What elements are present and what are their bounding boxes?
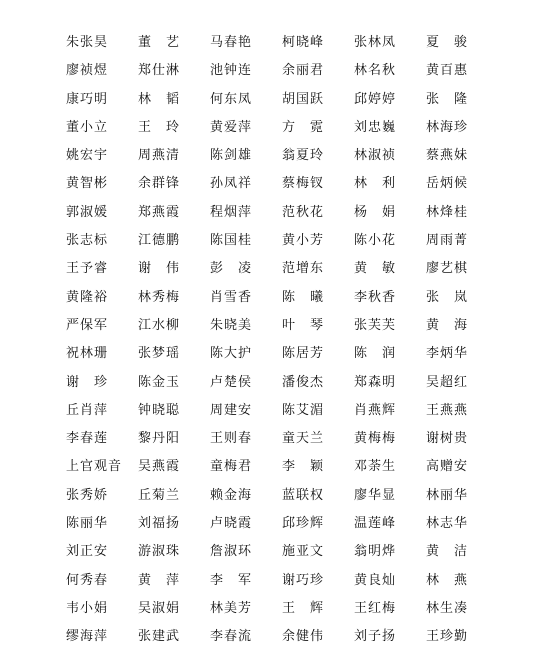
name-entry: 陈金玉 <box>138 374 181 390</box>
name-entry: 王 辉 <box>282 600 325 616</box>
name-entry: 方 霓 <box>282 119 325 135</box>
name-entry: 王予睿 <box>66 261 109 277</box>
name-entry: 谢 珍 <box>66 374 109 390</box>
name-entry: 陈剑雄 <box>210 148 253 164</box>
name-entry: 叶 琴 <box>282 317 325 333</box>
name-entry: 马春艳 <box>210 35 253 50</box>
name-entry: 吴淑娟 <box>138 600 181 616</box>
name-entry: 彭 凌 <box>210 261 253 277</box>
name-entry: 郭淑媛 <box>66 204 109 220</box>
name-entry: 张梦瑶 <box>138 346 181 362</box>
name-entry: 姚宏宇 <box>66 148 109 164</box>
name-entry: 李 颖 <box>282 459 325 475</box>
name-entry: 童天兰 <box>282 431 325 447</box>
name-entry: 赖金海 <box>210 487 253 503</box>
name-entry: 范增东 <box>282 261 325 277</box>
name-entry: 周建安 <box>210 402 253 418</box>
name-entry: 廖艺棋 <box>426 261 469 277</box>
name-entry: 李炳华 <box>426 346 469 362</box>
name-entry: 黄小芳 <box>282 233 325 249</box>
name-entry: 翁夏玲 <box>282 148 325 164</box>
name-entry: 吴燕霞 <box>138 459 181 475</box>
name-entry: 黄爱萍 <box>210 119 253 135</box>
name-entry: 祝林珊 <box>66 346 109 362</box>
name-entry: 董 艺 <box>138 35 181 50</box>
name-entry: 林淑祯 <box>354 148 397 164</box>
name-entry: 江德鹏 <box>138 233 181 249</box>
name-entry: 廖祯煜 <box>66 63 109 79</box>
name-entry: 王红梅 <box>354 600 397 616</box>
name-entry: 王珍勤 <box>426 629 469 645</box>
name-entry: 江水柳 <box>138 317 181 333</box>
name-entry: 陈小花 <box>354 233 397 249</box>
name-entry: 林 韬 <box>138 91 181 107</box>
name-entry: 余健伟 <box>282 629 325 645</box>
name-entry: 王 玲 <box>138 119 181 135</box>
name-entry: 王燕燕 <box>426 402 469 418</box>
name-entry: 夏 骏 <box>426 35 469 50</box>
name-entry: 施亚文 <box>282 544 325 560</box>
name-entry: 肖雪香 <box>210 289 253 305</box>
name-entry: 翁明烨 <box>354 544 397 560</box>
name-entry: 郑仕淋 <box>138 63 181 79</box>
name-entry: 岳炳候 <box>426 176 469 192</box>
name-entry: 潘俊杰 <box>282 374 325 390</box>
name-entry: 陈艾湄 <box>282 402 325 418</box>
name-entry: 张 岚 <box>426 289 469 305</box>
name-entry: 谢巧珍 <box>282 572 325 588</box>
name-entry: 林丽华 <box>426 487 469 503</box>
name-entry: 张建武 <box>138 629 181 645</box>
name-entry: 张 隆 <box>426 91 469 107</box>
name-entry: 黎丹阳 <box>138 431 181 447</box>
name-entry: 林 利 <box>354 176 397 192</box>
name-entry: 温莲峰 <box>354 516 397 532</box>
name-entry: 谢树贵 <box>426 431 469 447</box>
name-entry: 谢 伟 <box>138 261 181 277</box>
name-entry: 丘肖萍 <box>66 402 109 418</box>
name-entry: 李 军 <box>210 572 253 588</box>
name-entry: 陈 曦 <box>282 289 325 305</box>
name-entry: 黄百惠 <box>426 63 469 79</box>
name-entry: 张芙芙 <box>354 317 397 333</box>
name-entry: 程烟萍 <box>210 204 253 220</box>
name-entry: 余丽君 <box>282 63 325 79</box>
name-entry: 黄 萍 <box>138 572 181 588</box>
name-entry: 何东凤 <box>210 91 253 107</box>
name-entry: 刘忠巍 <box>354 119 397 135</box>
name-entry: 蔡梅钗 <box>282 176 325 192</box>
name-entry: 刘正安 <box>66 544 109 560</box>
name-entry: 张秀娇 <box>66 487 109 503</box>
name-entry: 吴超红 <box>426 374 469 390</box>
name-entry: 朱晓美 <box>210 317 253 333</box>
name-entry: 钟晓聪 <box>138 402 181 418</box>
name-entry: 陈国桂 <box>210 233 253 249</box>
name-entry: 童梅君 <box>210 459 253 475</box>
name-entry: 邓荼生 <box>354 459 397 475</box>
name-entry: 李春流 <box>210 629 253 645</box>
name-entry: 何秀春 <box>66 572 109 588</box>
name-entry: 张志标 <box>66 233 109 249</box>
name-entry: 廖华显 <box>354 487 397 503</box>
name-entry: 林烽桂 <box>426 204 469 220</box>
name-entry: 林海珍 <box>426 119 469 135</box>
name-entry: 邱珍辉 <box>282 516 325 532</box>
name-entry: 范秋花 <box>282 204 325 220</box>
name-entry: 上官观音 <box>66 459 123 475</box>
name-entry: 黄 洁 <box>426 544 469 560</box>
name-entry: 柯晓峰 <box>282 35 325 50</box>
name-entry: 王则春 <box>210 431 253 447</box>
name-entry: 李秋香 <box>354 289 397 305</box>
name-entry: 黄 敏 <box>354 261 397 277</box>
name-entry: 杨 娟 <box>354 204 397 220</box>
name-entry: 黄 海 <box>426 317 469 333</box>
name-entry: 林秀梅 <box>138 289 181 305</box>
name-entry: 蔡燕妹 <box>426 148 469 164</box>
name-entry: 黄良灿 <box>354 572 397 588</box>
name-entry: 严保军 <box>66 317 109 333</box>
name-entry: 董小立 <box>66 119 109 135</box>
name-entry: 林美芳 <box>210 600 253 616</box>
name-entry: 林生凑 <box>426 600 469 616</box>
name-entry: 林名秋 <box>354 63 397 79</box>
name-entry: 周燕清 <box>138 148 181 164</box>
name-entry: 郑森明 <box>354 374 397 390</box>
name-entry: 林志华 <box>426 516 469 532</box>
name-entry: 丘菊兰 <box>138 487 181 503</box>
name-entry: 陈大护 <box>210 346 253 362</box>
name-entry: 余群锋 <box>138 176 181 192</box>
name-entry: 肖燕辉 <box>354 402 397 418</box>
name-entry: 孙凤祥 <box>210 176 253 192</box>
name-entry: 卢晓霞 <box>210 516 253 532</box>
name-entry: 李春莲 <box>66 431 109 447</box>
name-entry: 韦小娟 <box>66 600 109 616</box>
name-entry: 陈居芳 <box>282 346 325 362</box>
name-entry: 林 燕 <box>426 572 469 588</box>
name-entry: 黄隆裕 <box>66 289 109 305</box>
name-entry: 刘福扬 <box>138 516 181 532</box>
name-entry: 黄智彬 <box>66 176 109 192</box>
name-entry: 周雨菁 <box>426 233 469 249</box>
name-entry: 黄梅梅 <box>354 431 397 447</box>
name-entry: 游淑珠 <box>138 544 181 560</box>
name-entry: 康巧明 <box>66 91 109 107</box>
name-entry: 张林凤 <box>354 35 397 50</box>
name-entry: 朱张昊 <box>66 35 109 50</box>
name-list-grid <box>66 29 498 652</box>
name-entry: 詹淑环 <box>210 544 253 560</box>
name-entry: 池钟连 <box>210 63 253 79</box>
name-entry: 刘子扬 <box>354 629 397 645</box>
name-entry: 胡国跃 <box>282 91 325 107</box>
name-entry: 郑燕霞 <box>138 204 181 220</box>
name-entry: 陈丽华 <box>66 516 109 532</box>
name-entry: 缪海萍 <box>66 629 109 645</box>
name-entry: 陈 润 <box>354 346 397 362</box>
name-entry: 卢楚侯 <box>210 374 253 390</box>
name-entry: 蓝联权 <box>282 487 325 503</box>
name-entry: 邱婷婷 <box>354 91 397 107</box>
name-entry: 高赠安 <box>426 459 469 475</box>
